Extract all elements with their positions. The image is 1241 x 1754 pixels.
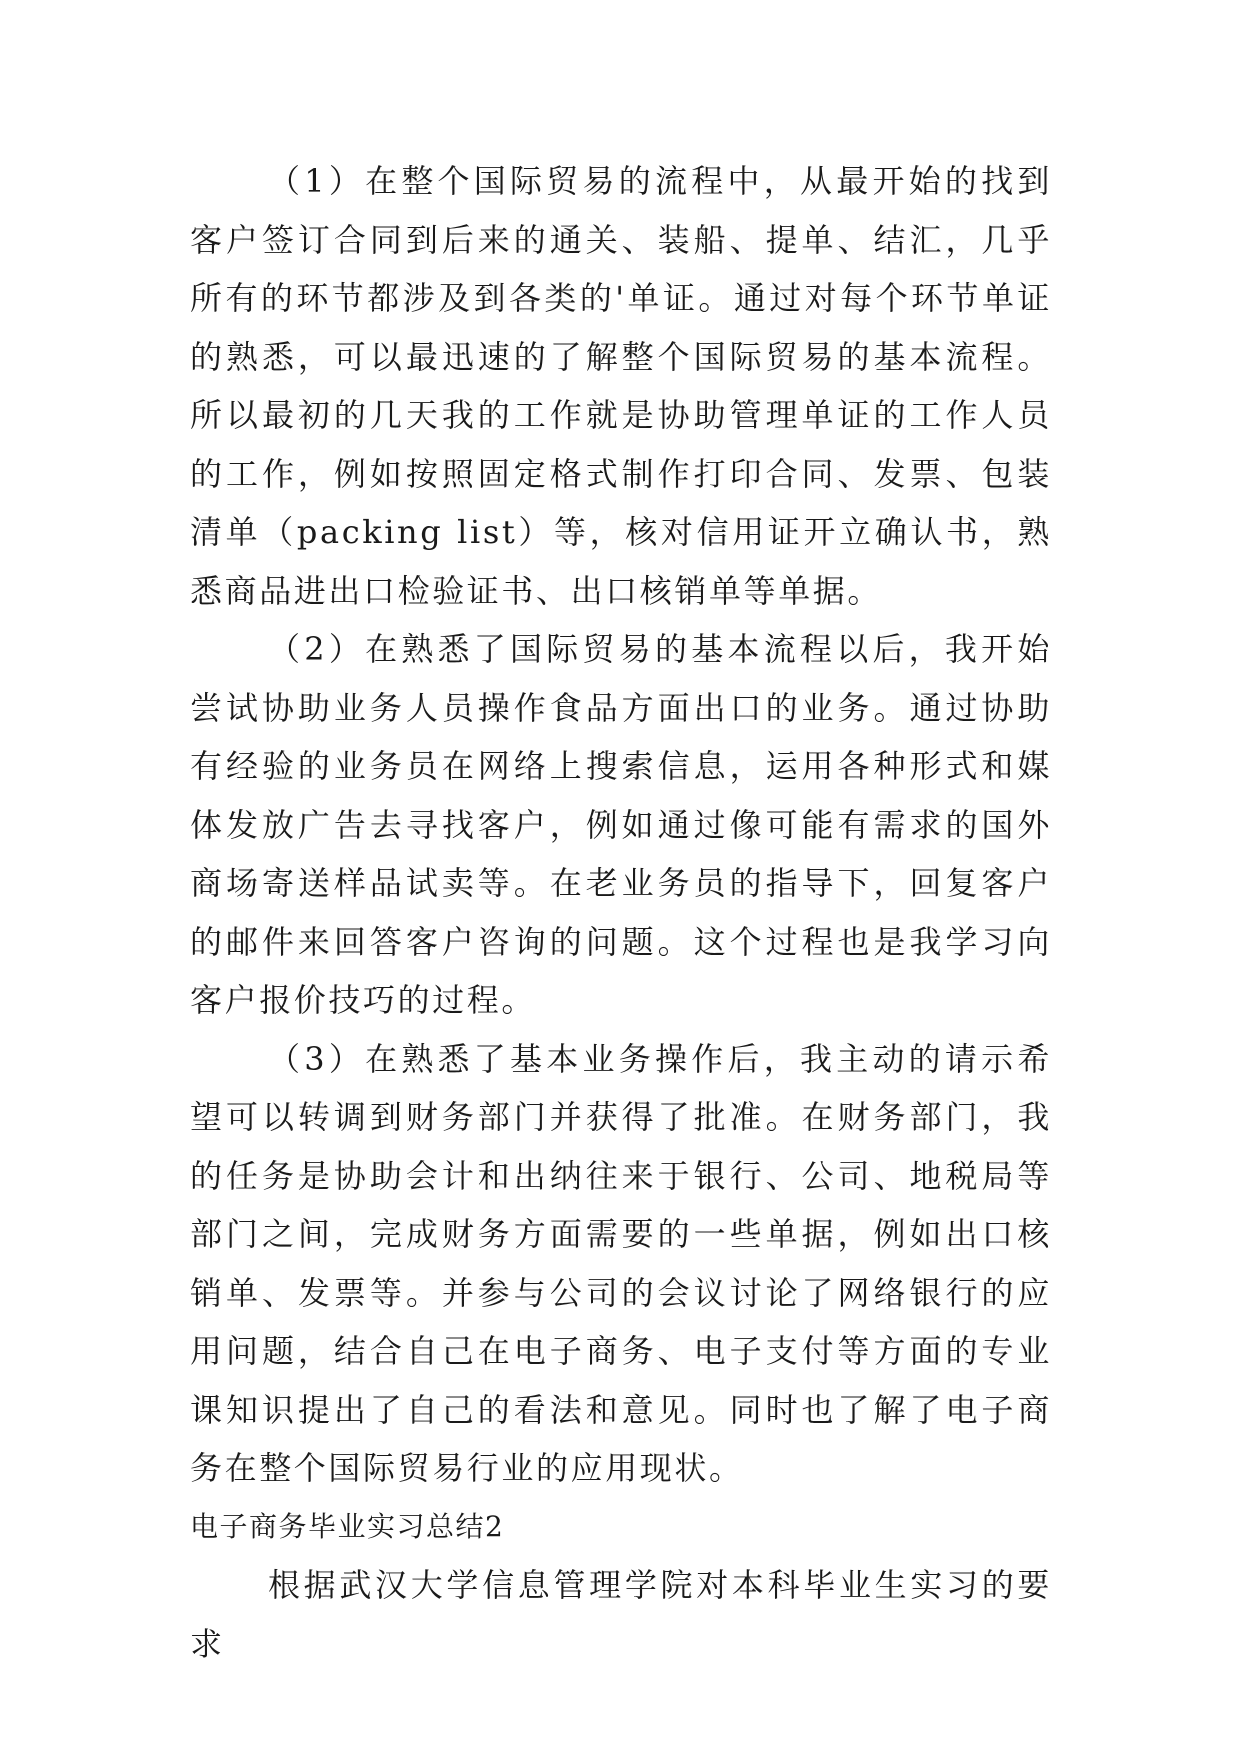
paragraph-2: （2）在熟悉了国际贸易的基本流程以后，我开始尝试协助业务人员操作食品方面出口的业务。通过协助有经验的业务员在网络上搜索信息，运用各种形式和媒体发放广告去寻找客户，例如通过像可能有需求的国外商场寄送样品试卖等。在老业务员的指导下，回复客户的邮件来回答客户咨询的问题。这个过程也是我学习向客户报价技巧的过程。	[190, 630, 1052, 1019]
closing-paragraph: 根据武汉大学信息管理学院对本科毕业生实习的要求	[190, 1566, 1052, 1663]
document-page	[190, 152, 1052, 1673]
section-heading: 电子商务毕业实习总结2	[190, 1509, 505, 1543]
paragraph-3: （3）在熟悉了基本业务操作后，我主动的请示希望可以转调到财务部门并获得了批准。在财务部门，我的任务是协助会计和出纳往来于银行、公司、地税局等部门之间，完成财务方面需要的一些单据，例如出口核销单、发票等。并参与公司的会议讨论了网络银行的应用问题，结合自己在电子商务、电子支付等方面的专业课知识提出了自己的看法和意见。同时也了解了电子商务在整个国际贸易行业的应用现状。	[190, 1039, 1052, 1487]
paragraph-1: （1）在整个国际贸易的流程中，从最开始的找到客户签订合同到后来的通关、装船、提单、结汇，几乎所有的环节都涉及到各类的'单证。通过对每个环节单证的熟悉，可以最迅速的了解整个国际贸易的基本流程。所以最初的几天我的工作就是协助管理单证的工作人员的工作，例如按照固定格式制作打印合同、发票、包装清单（packing list）等，核对信用证开立确认书，熟悉商品进出口检验证书、出口核销单等单据。	[190, 162, 1052, 610]
